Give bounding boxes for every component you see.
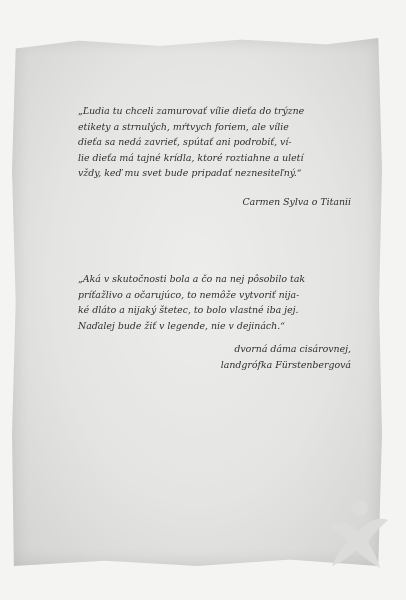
attribution-furstenbergova: dvorná dáma cisárovnej, landgrófka Fürstenbergová — [220, 344, 351, 371]
figure-logo-icon — [322, 498, 392, 570]
quote-furstenbergova: „Aká v skutočnosti bola a čo na nej pôsobilo tak príťažlivo a očarujúco, to nemôže vytvoriť nija- ké dláto a nijaký štetec, to bolo vlastné iba jej. Naďalej bude žiť v legende, nie v dejinách.“ — [78, 274, 306, 332]
attribution-carmen-sylva: Carmen Sylva o Titanii — [242, 197, 351, 208]
quote-carmen-sylva: „Ľudia tu chceli zamurovať vílie dieťa do trýzne etikety a strnulých, mŕtvych foriem, ale vílie dieťa sa nedá zavrieť, spútať ani podrobiť, ví- lie dieťa má tajné krídla, ktoré roztiahne a uletí vždy, keď mu svet bude pripadať neznesiteľný.“ — [78, 106, 305, 179]
